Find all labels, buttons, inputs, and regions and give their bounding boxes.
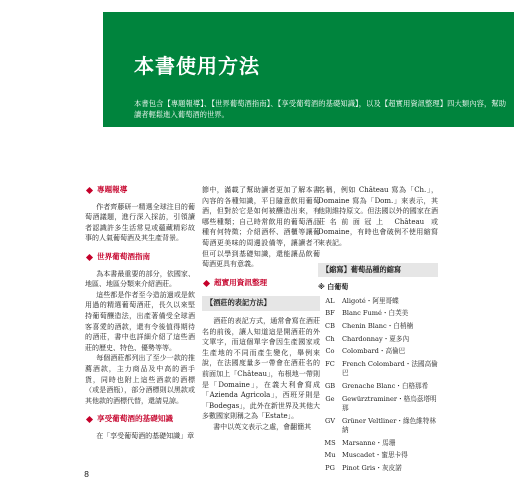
grape-abbreviation: BF <box>325 309 335 318</box>
grape-row <box>318 360 438 379</box>
grape-abbreviation: Co <box>325 347 335 356</box>
grape-row <box>318 451 438 461</box>
grape-row <box>318 439 438 449</box>
grape-name: Colombard・高倫巴 <box>342 347 406 356</box>
basics-text: 在「享受葡萄酒的基礎知識」章 <box>96 431 195 440</box>
guide-text-1: 為本書最重要的部分，依國家、地區、地區分類來介紹酒莊。 <box>85 269 195 289</box>
column-3 <box>318 185 438 477</box>
winery-notation-text: 酒莊的表記方式，通常會寫在酒莊名的前後，讓人知道這是開酒莊的外文單字，而這個單字會因生產國家或生產地的不同而產生變化，舉例來說，在法國度量多一帶會在酒莊名的前面加上「Château」，布根地一帶則是「Domaine」，在義大利會寫成「Azienda Agricola」，西班牙則是「Bodegas」，此外在新世界及其他大多數國家則稱之為「Estate」。 <box>202 316 320 421</box>
grape-abbreviation: GV <box>324 416 336 425</box>
grape-abbreviation: Ge <box>325 394 335 403</box>
grape-row <box>318 335 438 345</box>
grape-name: Gewürztraminer・格烏茲塔明那 <box>342 394 437 413</box>
grape-name: Grenache Blanc・白格那希 <box>342 381 429 390</box>
diamond-bullet-icon <box>86 187 93 194</box>
box-heading-winery-notation: 【酒莊的表記方法】 <box>202 296 320 311</box>
grape-name: Aligoté・阿里哥蝶 <box>342 296 399 305</box>
grape-abbreviation: AL <box>325 296 335 305</box>
section-heading-info: 超實用資訊整理 <box>202 278 320 289</box>
column-1 <box>85 185 195 441</box>
grape-abbreviation: Ch <box>325 334 335 343</box>
grape-abbreviation-list <box>318 297 438 474</box>
grape-abbreviation: CB <box>325 321 335 330</box>
grape-abbreviation: FC <box>325 359 335 368</box>
grape-name: Grüner Veltliner・綠色維特林納 <box>342 416 436 435</box>
guide-text-2: 這些都是作者至今造訪過或是飲用過的精選葡萄酒莊，長久以來堅持葡萄釀造法，出產著備受全球酒客喜愛的酒款，還有令後值得期待的酒莊，書中也詳細介紹了這些酒莊的歷史、特色、優勢等等。 <box>85 290 195 352</box>
grape-row <box>318 322 438 332</box>
basics-continued-text: 節中，滿載了幫助讀者更加了解本書內容的各種知識，平日隨意飲用葡萄酒，但對於它是如何被釀造出來，有哪些種類；自己時常飲用的葡萄酒品種有何特徵；介紹酒杯、酒櫃等讓葡萄酒更美味的周邊設備等，讓讀者不但可以學到基礎知識，還能讓品飲葡萄酒更具有意義。 <box>202 186 320 269</box>
winery-notation-text-2: 書中以英文表示之處，會翻簡其 <box>213 422 312 431</box>
grape-name: French Colombard・法國高倫巴 <box>342 359 438 378</box>
grape-name: Marsanne・馬珊 <box>342 438 396 447</box>
grape-row <box>318 309 438 319</box>
grape-row <box>318 382 438 392</box>
grape-abbreviation: PG <box>325 464 335 473</box>
feature-text: 作者齊藤研一精選全球注目的葡萄酒議題，進行深入採訪，引領讀者認識許多生活常見或蘊藏精彩故事的人氣葡萄酒及其生產背景。 <box>85 202 195 243</box>
grape-name: Chenin Blanc・白梢楠 <box>342 321 414 330</box>
diamond-bullet-icon <box>86 254 93 261</box>
intro-text: 本書包含【專題報導】、【世界葡萄酒指南】、【享受葡萄酒的基礎知識】，以及【超實用資訊整理】四大類內容，幫助讀者輕鬆進入葡萄酒的世界。 <box>134 99 506 119</box>
grape-row <box>318 347 438 357</box>
page-number: 8 <box>84 470 90 479</box>
grape-abbreviation: MS <box>324 438 336 447</box>
grape-abbreviation: Mu <box>324 451 336 460</box>
grape-row <box>318 395 438 414</box>
column-2 <box>202 185 320 432</box>
page-title: 本書使用方法 <box>134 54 260 78</box>
diamond-bullet-icon <box>203 280 210 287</box>
guide-text-3: 每個酒莊都列出了至少一款的推薦酒款，主力商品及中高的酒手貨，同時也附上這些酒款的酒標（或是酒瓶），部分酒標則以黑款或其他款的酒標代替，還請見諒。 <box>85 354 195 405</box>
grape-name: Muscadet・蜜思卡得 <box>342 451 408 460</box>
section-heading-guide: 世界葡萄酒指南 <box>85 252 195 263</box>
grape-row <box>318 297 438 307</box>
white-grape-subheading: ※ 白葡萄 <box>318 283 349 292</box>
grape-name: Pinot Gris・灰皮諾 <box>342 464 402 473</box>
grape-name: Blanc Fumé・白芙美 <box>342 309 409 318</box>
notation-continued-text: 名稱，例如 Château 寫為「Ch.」，Domaine 寫為「Dom.」來表示，其他則維持原文。但法國以外的國家在酒莊名前面冠上 Château 或 Domaine，有時也會破例不使用縮寫來表記。 <box>318 186 438 247</box>
box-heading-abbreviations: 【縮寫】葡萄品種的縮寫 <box>318 263 438 278</box>
grape-row <box>318 464 438 474</box>
diamond-bullet-icon <box>86 416 93 423</box>
grape-row <box>318 417 438 436</box>
grape-name: Chardonnay・夏多內 <box>342 334 410 343</box>
section-heading-feature: 專題報導 <box>85 185 195 196</box>
grape-abbreviation: GB <box>324 381 336 390</box>
section-heading-basics: 享受葡萄酒的基礎知識 <box>85 414 195 425</box>
title-banner <box>103 12 514 127</box>
